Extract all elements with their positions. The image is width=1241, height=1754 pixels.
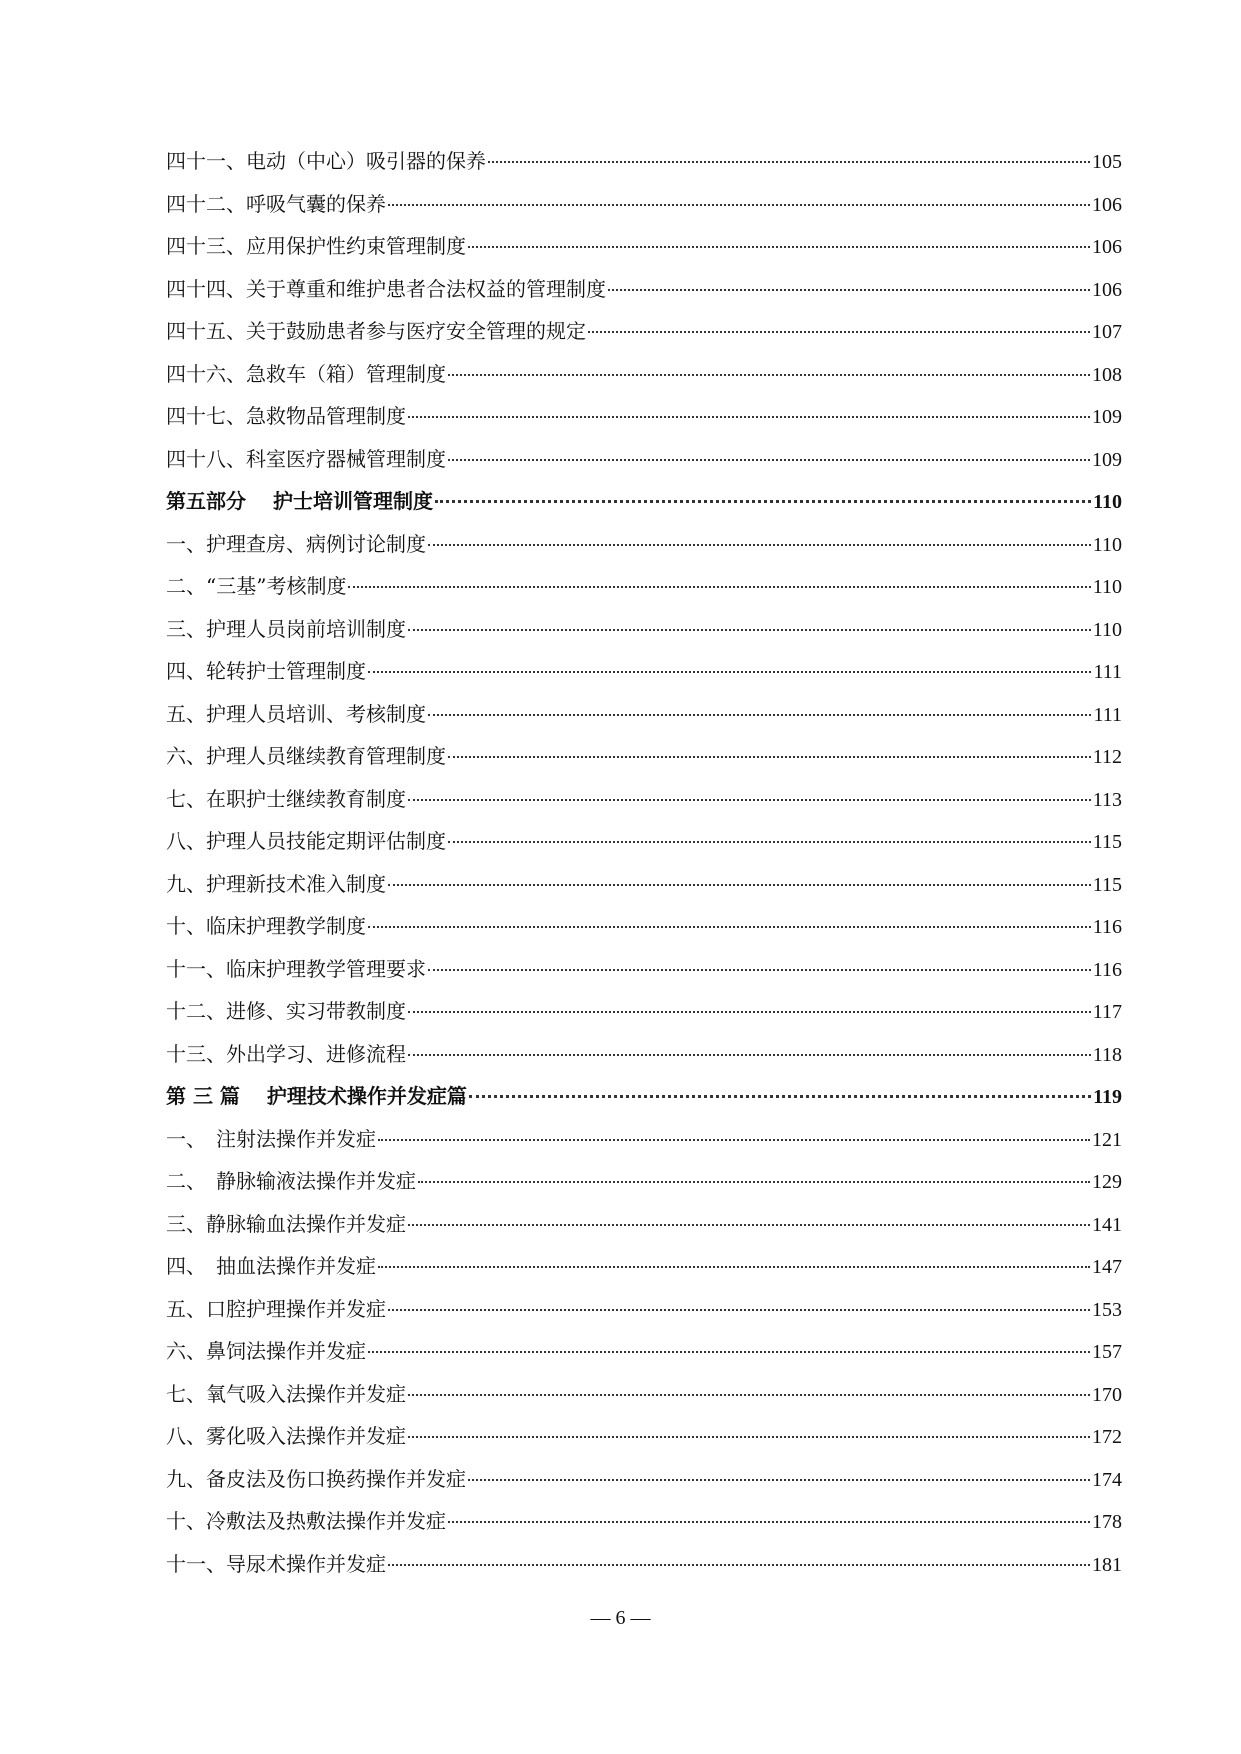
dot-leader [488, 161, 1090, 163]
toc-entry-title: 十三、外出学习、进修流程 [166, 1041, 406, 1066]
toc-entry[interactable] [166, 990, 1122, 1033]
toc-entry[interactable] [166, 1415, 1122, 1458]
toc-entry[interactable] [166, 948, 1122, 991]
dot-leader [348, 586, 1090, 588]
toc-entry-title: 四十三、应用保护性约束管理制度 [166, 234, 466, 258]
toc-entry[interactable] [166, 140, 1122, 183]
toc-entry-title: 十、临床护理教学制度 [166, 914, 366, 938]
dot-leader [378, 1266, 1090, 1268]
toc-entry-title: 二、“三基”考核制度 [166, 574, 347, 598]
toc-entry[interactable] [166, 693, 1122, 736]
toc-entry-page-number: 118 [1092, 1043, 1122, 1066]
dot-leader [435, 500, 1091, 503]
toc-entry-page-number: 107 [1092, 321, 1122, 343]
toc-entry[interactable] [166, 395, 1122, 438]
toc-entry-page-number: 115 [1092, 831, 1122, 853]
toc-entry-page-number: 181 [1092, 1553, 1122, 1576]
toc-section-heading[interactable] [166, 1075, 1122, 1118]
dot-leader [408, 629, 1091, 631]
toc-entry-page-number: 178 [1092, 1511, 1122, 1533]
dot-leader [428, 714, 1091, 716]
toc-entry[interactable] [166, 905, 1122, 948]
toc-entry[interactable] [166, 820, 1122, 863]
toc-entry-page-number: 115 [1092, 873, 1122, 896]
toc-entry-page-number: 112 [1092, 746, 1122, 768]
table-of-contents [166, 140, 1122, 1585]
toc-entry-page-number: 172 [1092, 1426, 1122, 1448]
toc-entry-title: 一、护理查房、病例讨论制度 [166, 531, 426, 556]
toc-entry-title: 八、雾化吸入法操作并发症 [166, 1424, 406, 1448]
toc-entry-title: 六、鼻饲法操作并发症 [166, 1339, 366, 1363]
dot-leader [448, 1521, 1090, 1523]
toc-entry-title: 四十一、电动（中心）吸引器的保养 [166, 149, 486, 173]
dot-leader [448, 841, 1091, 843]
toc-entry-title: 十、冷敷法及热敷法操作并发症 [166, 1509, 446, 1533]
toc-entry-title: 四十七、急救物品管理制度 [166, 404, 406, 428]
toc-entry[interactable] [166, 608, 1122, 651]
toc-entry[interactable] [166, 1373, 1122, 1416]
dot-leader [408, 1224, 1090, 1226]
toc-entry[interactable] [166, 1500, 1122, 1543]
toc-entry-title: 四十五、关于鼓励患者参与医疗安全管理的规定 [166, 319, 586, 343]
toc-entry-title: 二、 静脉输液法操作并发症 [166, 1169, 416, 1193]
toc-entry[interactable] [166, 1245, 1122, 1288]
toc-entry-title: 八、护理人员技能定期评估制度 [166, 829, 446, 853]
dot-leader [408, 416, 1090, 418]
toc-entry-title: 四十八、科室医疗器械管理制度 [166, 446, 446, 471]
toc-entry-title: 四、 抽血法操作并发症 [166, 1254, 376, 1278]
toc-entry[interactable] [166, 353, 1122, 396]
toc-entry-page-number: 106 [1092, 278, 1122, 301]
toc-entry[interactable] [166, 1458, 1122, 1501]
toc-entry[interactable] [166, 1330, 1122, 1373]
dot-leader [408, 799, 1091, 801]
toc-entry-title: 十一、导尿术操作并发症 [166, 1551, 386, 1576]
toc-entry-title: 七、氧气吸入法操作并发症 [166, 1381, 406, 1406]
toc-entry[interactable] [166, 1118, 1122, 1161]
toc-entry[interactable] [166, 863, 1122, 906]
toc-entry-title: 十一、临床护理教学管理要求 [166, 956, 426, 981]
toc-entry-title: 一、 注射法操作并发症 [166, 1126, 376, 1151]
dot-leader [408, 1436, 1090, 1438]
toc-entry-page-number: 111 [1093, 661, 1122, 683]
toc-entry[interactable] [166, 1160, 1122, 1203]
toc-entry[interactable] [166, 225, 1122, 268]
toc-entry-page-number: 109 [1092, 448, 1122, 471]
toc-entry-page-number: 129 [1092, 1171, 1122, 1193]
toc-entry[interactable] [166, 650, 1122, 693]
dot-leader [368, 1351, 1090, 1353]
toc-entry-title: 九、护理新技术准入制度 [166, 871, 386, 896]
toc-entry-page-number: 109 [1092, 406, 1122, 428]
toc-entry-title: 四、轮转护士管理制度 [166, 659, 366, 683]
dot-leader [388, 884, 1091, 886]
dot-leader [408, 1394, 1090, 1396]
toc-entry-page-number: 116 [1092, 958, 1122, 981]
toc-entry-page-number: 111 [1093, 703, 1122, 726]
dot-leader [468, 1479, 1090, 1481]
toc-entry-page-number: 153 [1092, 1298, 1122, 1321]
toc-entry-page-number: 141 [1092, 1213, 1122, 1236]
dot-leader [408, 1054, 1091, 1056]
dot-leader [388, 1564, 1090, 1566]
dot-leader [468, 246, 1090, 248]
dot-leader [608, 289, 1090, 291]
toc-entry-page-number: 106 [1092, 236, 1122, 258]
toc-entry-page-number: 110 [1092, 533, 1122, 556]
toc-entry[interactable] [166, 268, 1122, 311]
toc-entry-title: 三、护理人员岗前培训制度 [166, 616, 406, 641]
toc-entry-title: 十二、进修、实习带教制度 [166, 999, 406, 1023]
toc-entry-page-number: 110 [1093, 491, 1122, 513]
dot-leader [418, 1181, 1090, 1183]
toc-entry-page-number: 174 [1092, 1468, 1122, 1491]
toc-entry-title: 九、备皮法及伤口换药操作并发症 [166, 1466, 466, 1491]
toc-entry-page-number: 106 [1092, 193, 1122, 216]
toc-entry[interactable] [166, 310, 1122, 353]
toc-section-heading[interactable] [166, 480, 1122, 523]
toc-entry[interactable] [166, 1288, 1122, 1331]
dot-leader [448, 756, 1091, 758]
dot-leader [588, 331, 1090, 333]
toc-entry[interactable] [166, 438, 1122, 481]
dot-leader [388, 204, 1090, 206]
dot-leader [408, 1011, 1091, 1013]
toc-entry[interactable] [166, 523, 1122, 566]
toc-entry-title: 第 三 篇 护理技术操作并发症篇 [166, 1084, 467, 1108]
dot-leader [448, 374, 1090, 376]
toc-entry-title: 第五部分 护士培训管理制度 [166, 489, 433, 513]
toc-entry-page-number: 157 [1092, 1341, 1122, 1363]
toc-entry[interactable] [166, 183, 1122, 226]
dot-leader [428, 969, 1091, 971]
dot-leader [388, 1309, 1090, 1311]
toc-entry-title: 七、在职护士继续教育制度 [166, 786, 406, 811]
dot-leader [469, 1095, 1091, 1098]
toc-entry[interactable] [166, 735, 1122, 778]
toc-entry-title: 四十四、关于尊重和维护患者合法权益的管理制度 [166, 276, 606, 301]
toc-entry-title: 六、护理人员继续教育管理制度 [166, 744, 446, 768]
toc-entry[interactable] [166, 1203, 1122, 1246]
toc-entry-title: 四十二、呼吸气囊的保养 [166, 191, 386, 216]
toc-entry-title: 三、静脉输血法操作并发症 [166, 1211, 406, 1236]
toc-entry-page-number: 170 [1092, 1383, 1122, 1406]
toc-entry[interactable] [166, 1033, 1122, 1076]
toc-entry-page-number: 116 [1092, 916, 1122, 938]
toc-entry-page-number: 113 [1092, 788, 1122, 811]
toc-entry[interactable] [166, 778, 1122, 821]
toc-entry[interactable] [166, 565, 1122, 608]
dot-leader [368, 671, 1091, 673]
toc-entry[interactable] [166, 1543, 1122, 1586]
dot-leader [428, 544, 1091, 546]
toc-entry-title: 五、护理人员培训、考核制度 [166, 701, 426, 726]
toc-entry-page-number: 117 [1092, 1001, 1122, 1023]
page-number-footer: — 6 — [590, 1607, 651, 1629]
toc-entry-page-number: 119 [1093, 1086, 1122, 1108]
toc-entry-page-number: 110 [1092, 576, 1122, 598]
toc-entry-page-number: 105 [1092, 151, 1122, 173]
dot-leader [378, 1139, 1090, 1141]
toc-entry-page-number: 147 [1092, 1256, 1122, 1278]
dot-leader [448, 459, 1090, 461]
dot-leader [368, 926, 1091, 928]
toc-entry-page-number: 108 [1092, 363, 1122, 386]
toc-entry-title: 五、口腔护理操作并发症 [166, 1296, 386, 1321]
toc-entry-page-number: 121 [1092, 1128, 1122, 1151]
toc-entry-title: 四十六、急救车（箱）管理制度 [166, 361, 446, 386]
toc-entry-page-number: 110 [1092, 618, 1122, 641]
